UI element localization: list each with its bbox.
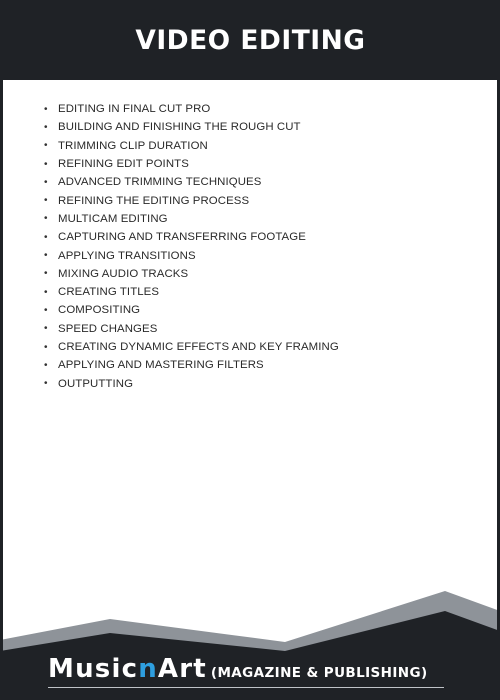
bullet-icon: • xyxy=(44,231,48,243)
bullet-icon: • xyxy=(44,140,48,152)
bullet-icon: • xyxy=(44,304,48,316)
bullet-icon: • xyxy=(44,103,48,115)
bullet-icon: • xyxy=(44,158,48,170)
topic-item: • SPEED CHANGES xyxy=(44,322,158,335)
topic-item: • OUTPUTTING xyxy=(44,377,134,390)
topic-item: • CREATING DYNAMIC EFFECTS AND KEY FRAMING xyxy=(44,341,339,353)
topic-item: • BUILDING AND FINISHING THE ROUGH CUT xyxy=(44,121,301,134)
bullet-icon: • xyxy=(44,121,48,133)
bullet-icon: • xyxy=(44,378,48,390)
topic-item: • MIXING AUDIO TRACKS xyxy=(44,267,189,280)
brand-name: MusicnArt xyxy=(48,654,207,684)
bullet-icon: • xyxy=(44,359,48,371)
header-banner xyxy=(0,0,500,80)
topic-item: • REFINING EDIT POINTS xyxy=(44,158,189,171)
bullet-icon: • xyxy=(44,286,48,298)
bullet-icon: • xyxy=(44,250,48,262)
page-title: VIDEO EDITING xyxy=(134,24,366,56)
topic-item: • APPLYING AND MASTERING FILTERS xyxy=(44,359,264,372)
topic-item: • REFINING THE EDITING PROCESS xyxy=(44,194,250,207)
footer-underline xyxy=(48,687,444,688)
topic-item: • CREATING TITLES xyxy=(44,286,160,299)
brand-subtitle: (MAGAZINE & PUBLISHING) xyxy=(210,665,428,681)
bullet-icon: • xyxy=(44,176,48,188)
publisher-logo xyxy=(48,654,428,684)
bullet-icon: • xyxy=(44,341,48,353)
topic-item: • APPLYING TRANSITIONS xyxy=(44,249,196,262)
bullet-icon: • xyxy=(44,323,48,335)
topic-item: • MULTICAM EDITING xyxy=(44,212,168,225)
topic-item: • CAPTURING AND TRANSFERRING FOOTAGE xyxy=(44,231,306,244)
bullet-icon: • xyxy=(44,268,48,280)
topic-item: • EDITING IN FINAL CUT PRO xyxy=(44,103,211,116)
left-border xyxy=(0,0,3,700)
bullet-icon: • xyxy=(44,213,48,225)
topic-item: • TRIMMING CLIP DURATION xyxy=(44,139,208,152)
bullet-icon: • xyxy=(44,195,48,207)
topic-item: • COMPOSITING xyxy=(44,304,141,317)
topic-list xyxy=(44,100,339,393)
topic-item: • ADVANCED TRIMMING TECHNIQUES xyxy=(44,176,262,189)
